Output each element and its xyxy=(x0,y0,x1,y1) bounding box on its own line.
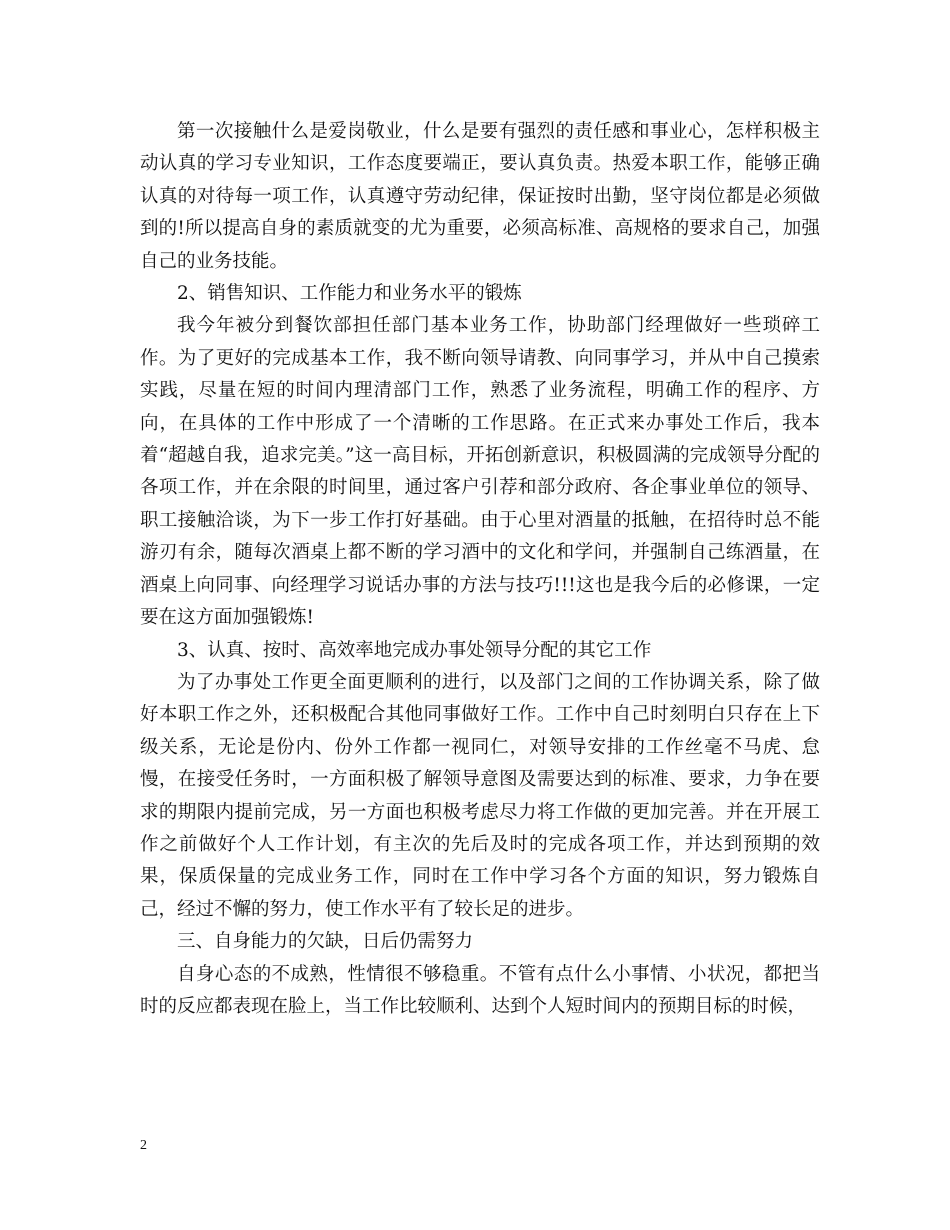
paragraph-mindset: 自身心态的不成熟，性情很不够稳重。不管有点什么小事情、小状况，都把当时的反应都表现在脸上，当工作比较顺利、达到个人短时间内的预期目标的时候， xyxy=(140,963,820,1017)
heading-other-tasks: 3、认真、按时、高效率地完成办事处领导分配的其它工作 xyxy=(177,639,652,661)
paragraph-catering-work: 我今年被分到餐饮部担任部门基本业务工作，协助部门经理做好一些琐碎工作。为了更好的完成基本工作，我不断向领导请教、向同事学习，并从中自己摸索实践，尽量在短的时间内理清部门工作，熟悉了业务流程，明确工作的程序、方向，在具体的工作中形成了一个清晰的工作思路。在正式来办事处工作后，我本着“超越自我，追求完美。”这一高目标，开拓创新意识，积极圆满的完成领导分配的各项工作，并在余限的时间里，通过客户引荐和部分政府、各企事业单位的领导、职工接触洽谈，为下一步工作打好基础。由于心里对酒量的抵触，在招待时总不能游刃有余，随每次酒桌上都不断的学习酒中的文化和学问，并强制自己练酒量，在酒桌上向同事、向经理学习说话办事的方法与技巧!!!这也是我今后的必修课，一定要在这方面加强锻炼! xyxy=(140,315,820,629)
document-body xyxy=(140,116,820,1023)
heading-shortcomings: 三、自身能力的欠缺，日后仍需努力 xyxy=(177,931,474,953)
paragraph-dedication: 第一次接触什么是爱岗敬业，什么是要有强烈的责任感和事业心，怎样积极主动认真的学习专业知识，工作态度要端正，要认真负责。热爱本职工作，能够正确认真的对待每一项工作，认真遵守劳动纪律，保证按时出勤，坚守岗位都是必须做到的!所以提高自身的素质就变的尤为重要，必须高标准、高规格的要求自己，加强自己的业务技能。 xyxy=(140,121,820,272)
paragraph-cooperation: 为了办事处工作更全面更顺利的进行，以及部门之间的工作协调关系，除了做好本职工作之外，还积极配合其他同事做好工作。工作中自己时刻明白只存在上下级关系，无论是份内、份外工作都一视同仁，对领导安排的工作丝毫不马虎、怠慢，在接受任务时，一方面积极了解领导意图及需要达到的标准、要求，力争在要求的期限内提前完成，另一方面也积极考虑尽力将工作做的更加完善。并在开展工作之前做好个人工作计划，有主次的先后及时的完成各项工作，并达到预期的效果，保质保量的完成业务工作，同时在工作中学习各个方面的知识，努力锻炼自己，经过不懈的努力，使工作水平有了较长足的进步。 xyxy=(140,671,820,920)
heading-sales-knowledge: 2、销售知识、工作能力和业务水平的锻炼 xyxy=(177,283,522,305)
page-number: 2 xyxy=(140,1138,147,1153)
